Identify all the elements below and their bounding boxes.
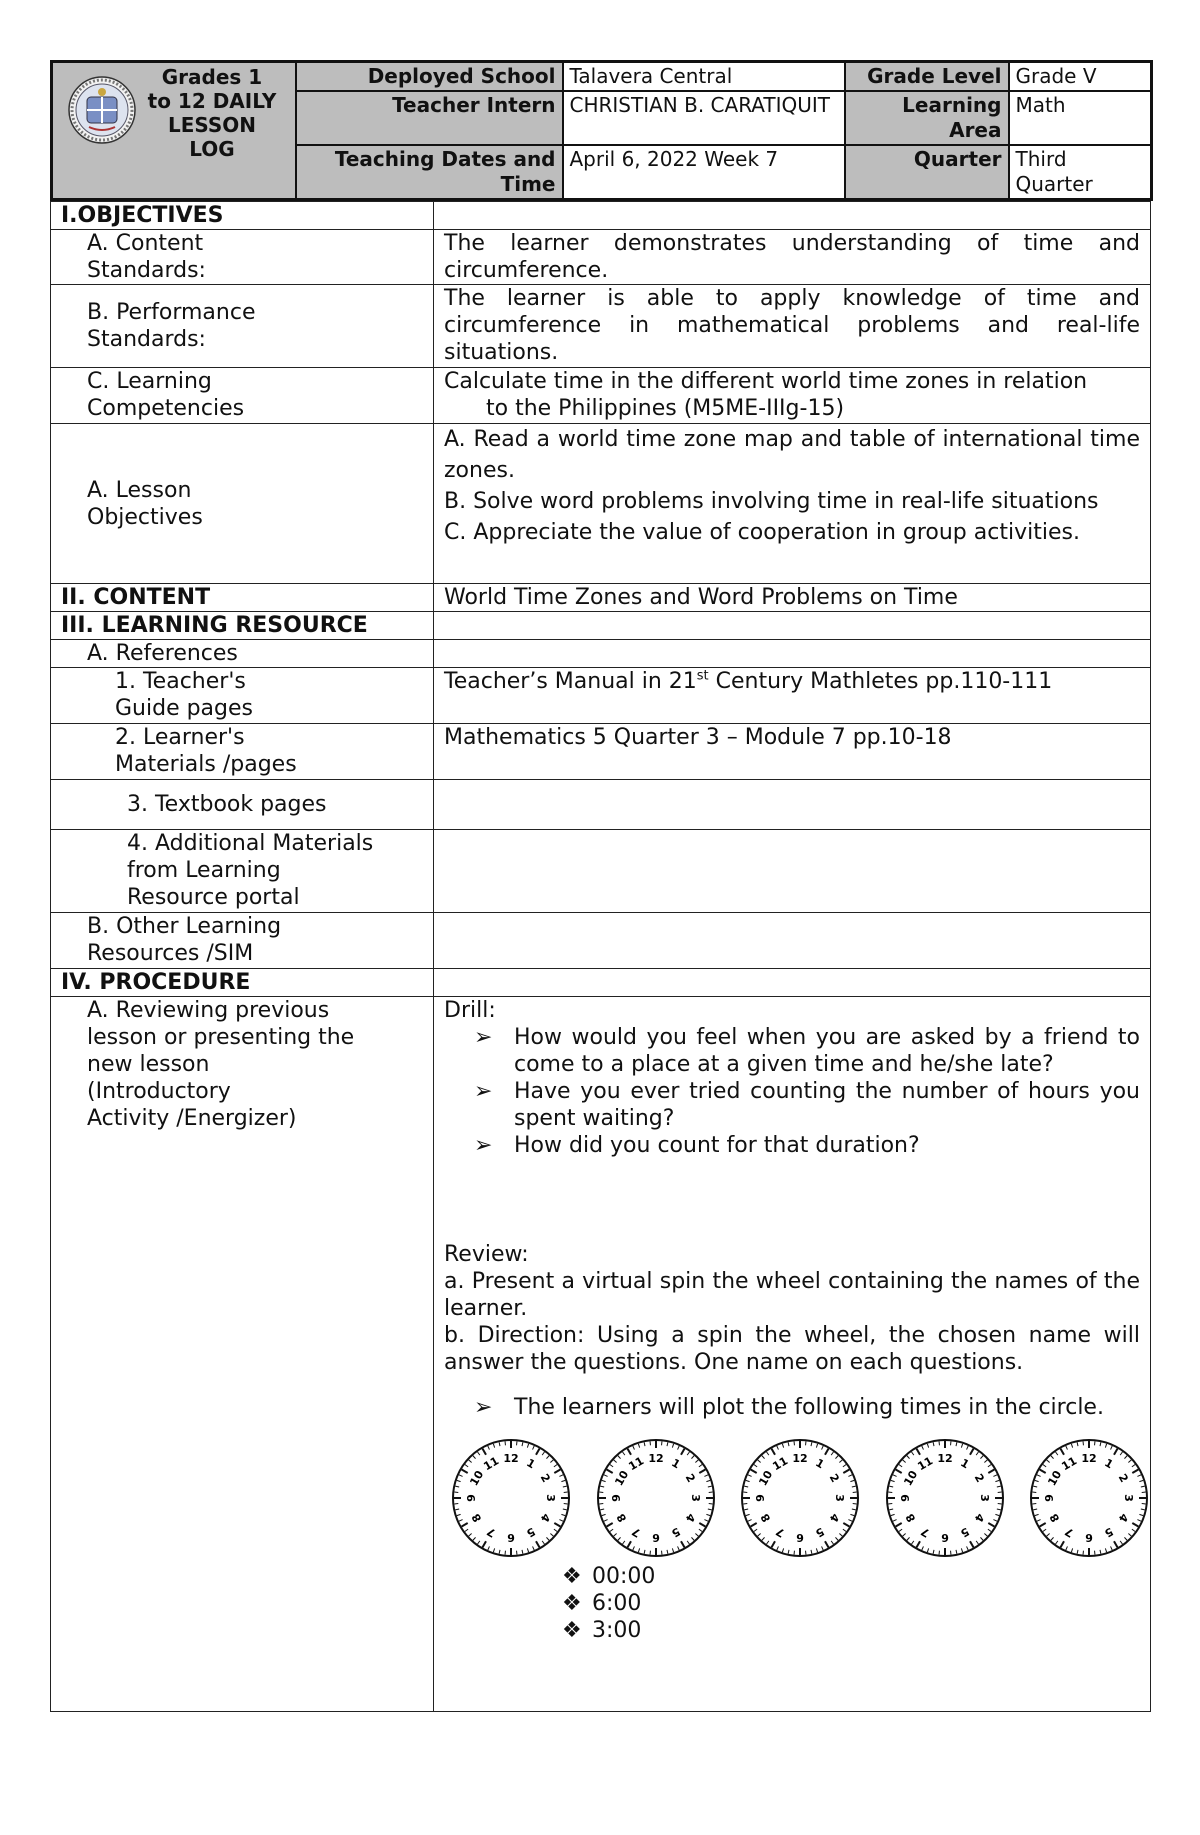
content-row [51, 584, 1151, 612]
drill-item [464, 1078, 1140, 1132]
svg-text:7: 7 [773, 1524, 787, 1540]
learning-area-value: Math [1009, 91, 1152, 145]
svg-text:11: 11 [1059, 1454, 1080, 1474]
time-value: 3:00 [592, 1618, 642, 1643]
content-value: World Time Zones and Word Problems on Time [434, 584, 1151, 612]
lesson-objectives-value [434, 424, 1151, 584]
svg-text:2: 2 [537, 1471, 553, 1485]
deped-seal-icon [67, 75, 137, 145]
other-resources-row [51, 913, 1151, 969]
lesson-plan-table [50, 201, 1151, 1712]
procedure-row [51, 969, 1151, 997]
lesson-objective-a: A. Read a world time zone map and table of international time zones. [444, 427, 1140, 483]
svg-text:5: 5 [813, 1524, 827, 1540]
arrow-bullet-icon: ➢ [474, 1079, 493, 1104]
svg-text:3: 3 [688, 1494, 702, 1502]
teachers-guide-label: 1. Teacher's Guide pages [51, 668, 434, 724]
review-label: Review: [444, 1242, 529, 1267]
lesson-objectives-row [51, 424, 1151, 584]
svg-text:6: 6 [796, 1531, 804, 1544]
content-standards-label: A. Content Standards: [51, 230, 434, 285]
plot-instruction [464, 1394, 1140, 1421]
clock-face-icon [884, 1437, 1006, 1559]
svg-text:7: 7 [629, 1524, 643, 1540]
drill-item-text: Have you ever tried counting the number of hours you spent waiting? [514, 1079, 1140, 1131]
reviewing-previous-lesson-label: A. Reviewing previous lesson or presenting the new lesson (Introductory Activity /Energizer) [51, 997, 434, 1712]
svg-text:9: 9 [465, 1494, 478, 1502]
diamond-bullet-icon: ❖ [562, 1618, 582, 1643]
teachers-guide-row [51, 668, 1151, 724]
arrow-bullet-icon: ➢ [474, 1395, 493, 1420]
diamond-bullet-icon: ❖ [562, 1564, 582, 1589]
learning-resource-row [51, 612, 1151, 640]
clock-face-icon [739, 1437, 861, 1559]
deployed-school-label: Deployed School [296, 62, 563, 92]
svg-text:3: 3 [544, 1494, 557, 1502]
svg-text:7: 7 [484, 1524, 498, 1540]
arrow-bullet-icon: ➢ [474, 1133, 493, 1158]
learning-area-label: Learning Area [845, 91, 1009, 145]
svg-text:6: 6 [940, 1531, 949, 1544]
svg-text:1: 1 [524, 1456, 538, 1472]
drill-item-text: How would you feel when you are asked by a friend to come to a place at a given time and he/she late? [514, 1025, 1140, 1077]
review-step-b: b. Direction: Using a spin the wheel, the chosen name will answer the questions. One name on each questions. [444, 1323, 1140, 1375]
time-item [562, 1590, 1140, 1617]
content-heading: II. CONTENT [51, 584, 434, 612]
svg-text:9: 9 [898, 1494, 912, 1502]
plot-instruction-text: The learners will plot the following times in the circle. [514, 1395, 1104, 1420]
svg-text:1: 1 [1102, 1456, 1116, 1472]
content-standards-row [51, 230, 1151, 285]
svg-text:11: 11 [770, 1454, 791, 1474]
content-standards-value: The learner demonstrates understanding of time and circumference. [434, 230, 1151, 285]
time-item [562, 1617, 1140, 1644]
review-step-a: a. Present a virtual spin the wheel containing the names of the learner. [444, 1269, 1140, 1321]
times-list [444, 1563, 1140, 1644]
time-value: 00:00 [592, 1564, 656, 1589]
performance-standards-row [51, 285, 1151, 368]
lesson-log-page [50, 60, 1150, 1712]
svg-text:12: 12 [503, 1452, 519, 1465]
svg-text:4: 4 [682, 1511, 698, 1525]
learners-materials-label: 2. Learner's Materials /pages [51, 724, 434, 780]
learners-materials-value: Mathematics 5 Quarter 3 – Module 7 pp.10-18 [434, 724, 1151, 780]
other-resources-label: B. Other Learning Resources /SIM [51, 913, 434, 969]
svg-text:3: 3 [833, 1494, 846, 1502]
textbook-row [51, 780, 1151, 830]
svg-text:4: 4 [971, 1511, 987, 1525]
clock-face-icon [1028, 1437, 1150, 1559]
learning-competencies-line2: to the Philippines (M5ME-IIIg-15) [486, 396, 845, 421]
performance-standards-label: B. Performance Standards: [51, 285, 434, 368]
svg-text:4: 4 [826, 1511, 842, 1525]
lesson-objective-b: B. Solve word problems involving time in real-life situations [444, 489, 1099, 514]
time-item [562, 1563, 1140, 1590]
svg-text:7: 7 [918, 1524, 932, 1540]
objectives-row [51, 202, 1151, 230]
learning-resource-heading: III. LEARNING RESOURCE [51, 612, 434, 640]
references-row [51, 640, 1151, 668]
grade-level-value: Grade V [1009, 62, 1152, 92]
svg-text:8: 8 [902, 1511, 918, 1525]
grade-level-label: Grade Level [845, 62, 1009, 92]
additional-materials-label: 4. Additional Materials from Learning Resource portal [51, 830, 434, 913]
learners-materials-row [51, 724, 1151, 780]
svg-text:8: 8 [469, 1511, 485, 1525]
reviewing-previous-lesson-row [51, 997, 1151, 1712]
svg-text:12: 12 [936, 1452, 953, 1465]
plot-instruction-list [444, 1394, 1140, 1421]
svg-text:8: 8 [1047, 1511, 1063, 1525]
objectives-heading: I.OBJECTIVES [51, 202, 434, 230]
svg-text:3: 3 [1122, 1494, 1135, 1502]
additional-materials-row [51, 830, 1151, 913]
clock-faces-row [444, 1421, 1150, 1563]
svg-text:3: 3 [977, 1494, 991, 1502]
svg-text:12: 12 [792, 1452, 808, 1465]
teachers-guide-text-end: Century Mathletes pp.110-111 [708, 669, 1053, 694]
learning-competencies-value [434, 368, 1151, 424]
svg-text:10: 10 [900, 1468, 920, 1489]
learning-competencies-label: C. Learning Competencies [51, 368, 434, 424]
time-value: 6:00 [592, 1591, 642, 1616]
learning-competencies-line1: Calculate time in the different world time zones in relation [444, 369, 1088, 394]
lesson-objective-c: C. Appreciate the value of cooperation in group activities. [444, 520, 1080, 545]
logo-cell [52, 62, 296, 200]
arrow-bullet-icon: ➢ [474, 1025, 493, 1050]
svg-text:5: 5 [524, 1524, 538, 1540]
teachers-guide-text: Teacher’s Manual in 21 [444, 669, 697, 694]
svg-text:6: 6 [507, 1531, 515, 1544]
svg-text:2: 2 [826, 1471, 842, 1485]
svg-text:9: 9 [754, 1494, 767, 1502]
svg-text:10: 10 [467, 1468, 487, 1489]
svg-text:1: 1 [957, 1456, 971, 1472]
svg-text:10: 10 [1045, 1468, 1065, 1489]
teaching-dates-value: April 6, 2022 Week 7 [563, 145, 845, 200]
svg-text:12: 12 [647, 1452, 664, 1465]
teacher-intern-label: Teacher Intern [296, 91, 563, 145]
svg-text:10: 10 [756, 1468, 776, 1489]
svg-text:12: 12 [1081, 1452, 1097, 1465]
learning-competencies-row [51, 368, 1151, 424]
svg-text:5: 5 [1102, 1524, 1116, 1540]
teachers-guide-value [434, 668, 1151, 724]
svg-text:5: 5 [957, 1524, 971, 1540]
quarter-label: Quarter [845, 145, 1009, 200]
drill-item [464, 1132, 1140, 1159]
svg-text:9: 9 [1043, 1494, 1056, 1502]
references-label: A. References [51, 640, 434, 668]
teacher-intern-value: CHRISTIAN B. CARATIQUIT [563, 91, 845, 145]
svg-text:9: 9 [609, 1494, 623, 1502]
svg-text:11: 11 [481, 1454, 502, 1474]
svg-text:10: 10 [611, 1468, 631, 1489]
svg-text:4: 4 [1115, 1511, 1131, 1525]
svg-text:8: 8 [613, 1511, 629, 1525]
quarter-value: Third Quarter [1009, 145, 1152, 200]
header-table [50, 60, 1153, 201]
svg-text:2: 2 [971, 1471, 987, 1485]
lesson-objectives-label: A. Lesson Objectives [51, 424, 434, 584]
textbook-label: 3. Textbook pages [51, 780, 434, 830]
drill-list [444, 1024, 1140, 1159]
performance-standards-value: The learner is able to apply knowledge of time and circumference in mathematical problems and real-life situations. [434, 285, 1151, 368]
clock-face-icon [450, 1437, 572, 1559]
teaching-dates-label: Teaching Dates and Time [296, 145, 563, 200]
svg-text:7: 7 [1062, 1524, 1076, 1540]
svg-text:5: 5 [668, 1524, 682, 1540]
clock-face-icon [595, 1437, 717, 1559]
svg-text:6: 6 [1085, 1531, 1093, 1544]
svg-text:8: 8 [758, 1511, 774, 1525]
svg-text:2: 2 [1115, 1471, 1131, 1485]
svg-text:1: 1 [668, 1456, 682, 1472]
svg-text:6: 6 [651, 1531, 660, 1544]
procedure-heading: IV. PROCEDURE [51, 969, 434, 997]
deployed-school-value: Talavera Central [563, 62, 845, 92]
svg-text:4: 4 [537, 1511, 553, 1525]
reviewing-previous-lesson-value [434, 997, 1151, 1712]
document-title: Grades 1 to 12 DAILY LESSON LOG [147, 65, 277, 161]
drill-item [464, 1024, 1140, 1078]
svg-text:11: 11 [914, 1454, 935, 1474]
diamond-bullet-icon: ❖ [562, 1591, 582, 1616]
drill-item-text: How did you count for that duration? [514, 1133, 920, 1158]
svg-text:2: 2 [682, 1471, 698, 1485]
drill-label: Drill: [444, 998, 496, 1023]
teachers-guide-sup: st [696, 668, 709, 684]
svg-text:11: 11 [625, 1454, 646, 1474]
svg-text:1: 1 [813, 1456, 827, 1472]
